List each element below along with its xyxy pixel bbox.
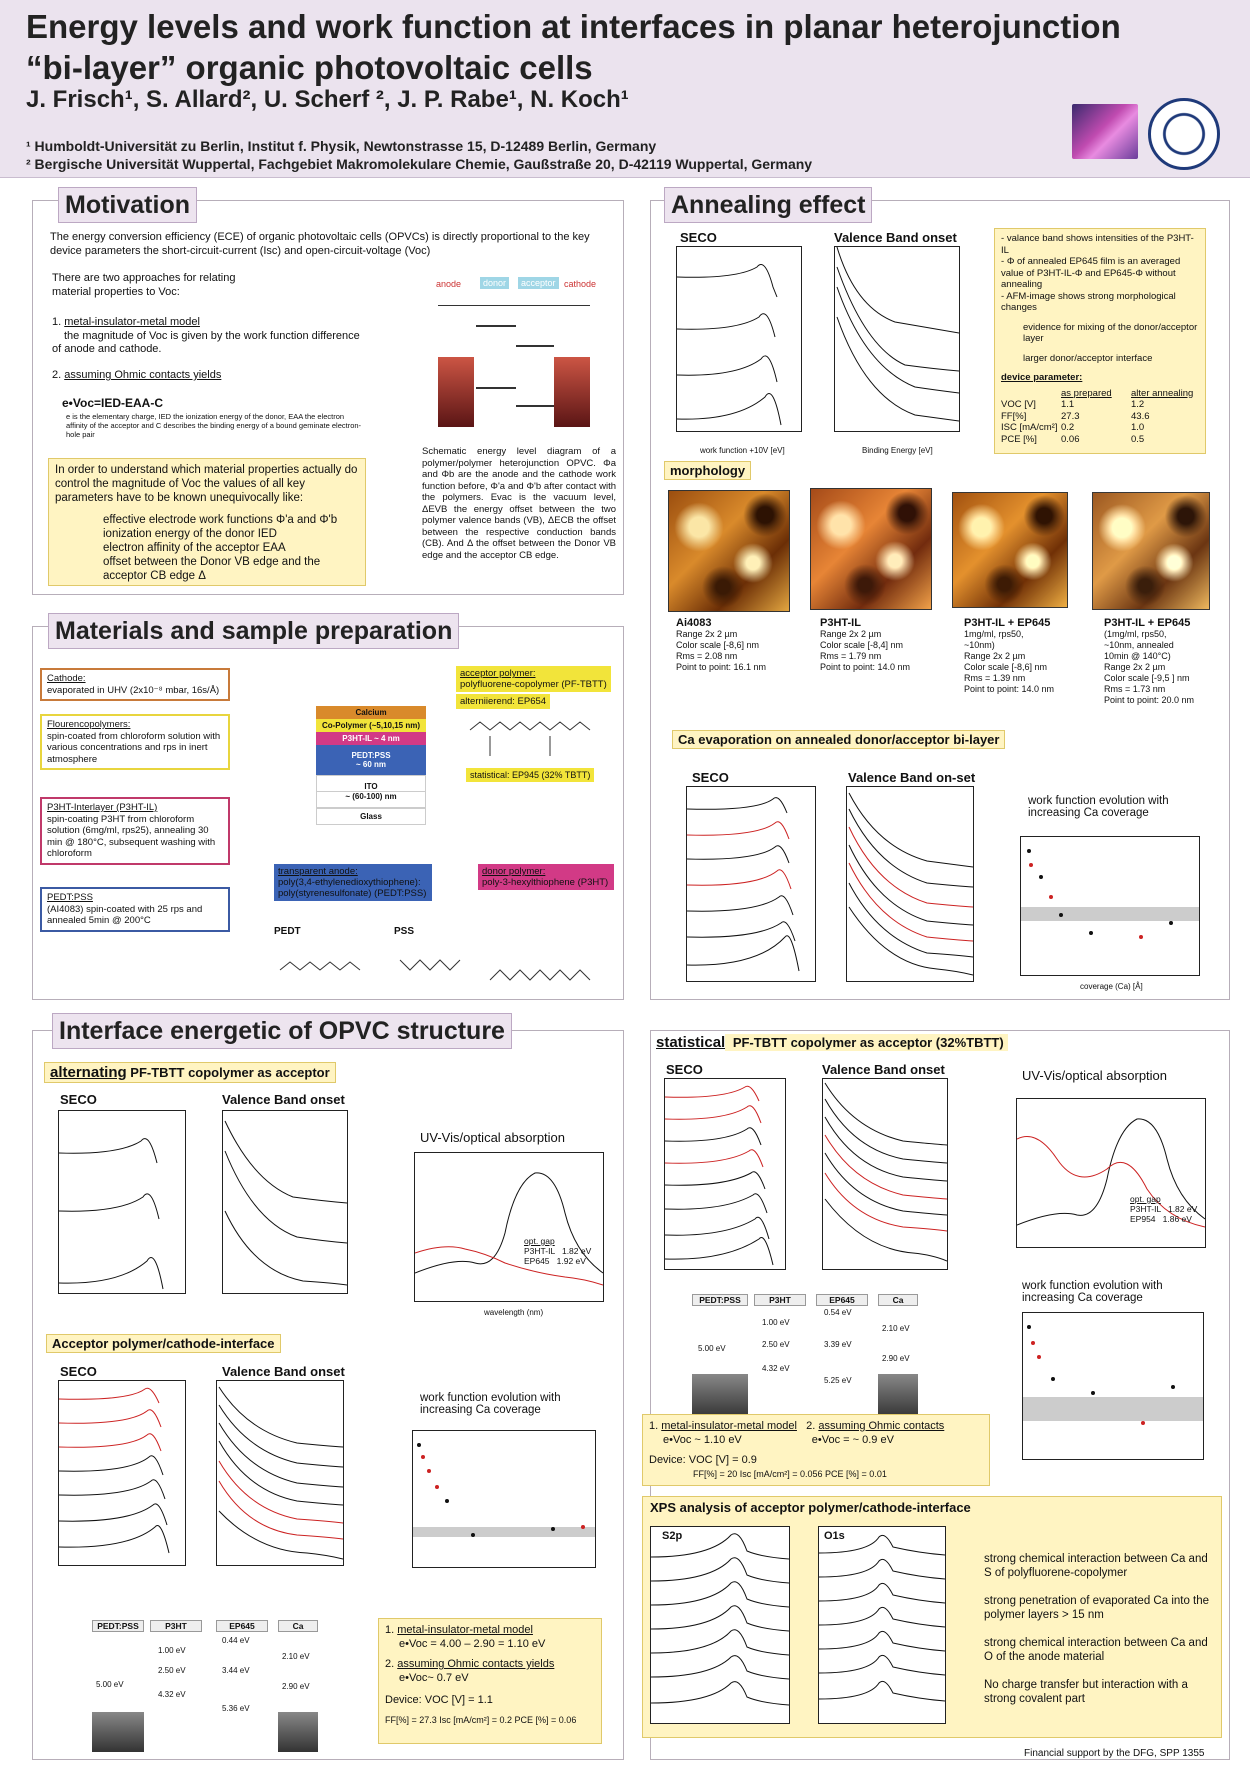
donor-label: donor polymer: poly-3-hexylthiophene (P3HT) <box>478 864 614 890</box>
xps-s2p-plot <box>650 1526 790 1724</box>
materials-title: Materials and sample preparation <box>48 613 459 649</box>
stat-vb-label: Valence Band onset <box>822 1062 945 1077</box>
cath-seco-plot <box>58 1380 186 1566</box>
cathode-box: Cathode: evaporated in UHV (2x10⁻⁸ mbar, 16s/Å) <box>40 668 230 701</box>
layer-stack: Calcium Co-Polymer (~5,10,15 nm) P3HT-IL ~ 4 nm PEDT:PSS ~ 60 nm ITO ~ (60-100) nm Glass <box>316 706 426 825</box>
afm-image-1 <box>668 490 790 612</box>
p3ht-box: P3HT-Interlayer (P3HT-IL) spin-coating P3HT from chloroform solution (6mg/ml, rps25), annealing 30 min @ 180°C, subsequent washing with chloroform <box>40 797 230 865</box>
poster-title: Energy levels and work function at interfaces in planar heterojunction “bi-layer” organic photovoltaic cells <box>26 8 1121 86</box>
motivation-intro: The energy conversion efficiency (ECE) of organic photovoltaic cells (OPVCs) is directly proportional to the key device parameters the short-circuit-current (Isc) and open-circuit-voltage (Voc) <box>50 231 590 257</box>
pedot-box: PEDT:PSS (AI4083) spin-coated with 25 rps and annealed 5min @ 200°C <box>40 887 230 932</box>
motivation-title: Motivation <box>58 187 197 223</box>
alt-voc-note: 1. metal-insulator-metal model e•Voc = 4.00 – 2.90 = 1.10 eV 2. assuming Ohmic contacts yields e•Voc~ 0.7 eV Device: VOC [V] = 1.1 FF[%] = 27.3 Isc [mA/cm²] = 0.2 PCE [%] = 0.06 <box>378 1618 602 1744</box>
afm-caption-3: P3HT-IL + EP645 1mg/ml, rps50, ~10nm) Range 2x 2 µm Color scale [-8,6] nm Rms = 1.39 nm Point to point: 14.0 nm <box>964 617 1055 694</box>
diagram-caption: Schematic energy level diagram of a polymer/polymer heterojunction OPVC. Φa and Φb are the anode and the cathode work function before, Φ'a and Φ'b after contact with the polymers. Evac is the vacuum level, ΔEVB the energy offset between the two polymer valence bands (VB), ΔECB the offset between the respective conduction bands (CB). And Δ the offset between the Donor VB edge and the acceptor CB edge. <box>422 446 616 561</box>
annealing-title: Annealing effect <box>664 187 872 223</box>
pss-label: PSS <box>394 926 415 937</box>
wf-evolution-plot <box>1020 836 1200 976</box>
affiliation-1: ¹ Humboldt-Universität zu Berlin, Institut f. Physik, Newtonstrasse 15, D-12489 Berlin, Germany <box>26 138 657 154</box>
interface-title: Interface energetic of OPVC structure <box>52 1013 512 1049</box>
afm-caption-1: Ai4083 Range 2x 2 µm Color scale [-8,6] nm Rms = 2.08 nm Point to point: 16.1 nm <box>676 617 767 672</box>
s2p-label: S2p <box>662 1530 683 1542</box>
alt-seco-plot <box>58 1110 186 1294</box>
acceptor-structure <box>460 710 620 764</box>
stat-seco-plot <box>664 1078 786 1270</box>
stat-voc-note: 1. metal-insulator-metal model 2. assuming Ohmic contacts e•Voc ~ 1.10 eV e•Voc = ~ 0.9 eV Device: VOC [V] = 0.9 FF[%] = 20 Isc [mA/cm²] = 0.056 PCE [%] = 0.01 <box>642 1414 990 1486</box>
approaches-text: There are two approaches for relating material properties to Voc: <box>52 272 236 298</box>
annealing-seco-plot <box>676 246 802 432</box>
pedt-label: PEDT <box>274 926 301 937</box>
cath-wf-title: work function evolution with increasing Ca coverage <box>420 1392 561 1416</box>
stat-vb-plot <box>822 1078 948 1270</box>
stat-uv-plot <box>1016 1098 1206 1248</box>
lab-logo <box>1072 104 1138 159</box>
cath-vb-label: Valence Band onset <box>222 1364 345 1379</box>
alt-level-diagram: PEDT:PSS P3HT EP645 Ca 5.00 eV 1.00 eV 2.50 eV 4.32 eV 0.44 eV 3.44 eV 5.36 eV 2.10 eV 2.90 eV <box>92 1620 312 1754</box>
ohmic-item: 2. assuming Ohmic contacts yields <box>52 369 222 381</box>
voc-equation: e•Voc=IED-EAA-C <box>62 396 163 410</box>
annealing-notes: - valance band shows intensities of the P3HT-IL - Φ of annealed EP645 film is an averaged value of P3HT-IL-Φ and EP645-Φ without annealing - AFM-image shows strong morphological changes evidence for mixing of the donor/acceptor layer larger donor/acceptor interface device parameter: as prepared alter annealing VOC [V] 1.1 1.2 FF[%] 27.3 43.6 ISC [mA/cm²] 0.2 1.0 PCE [%] 0.06 0.5 <box>994 228 1206 454</box>
device-table: as prepared alter annealing VOC [V] 1.1 1.2 FF[%] 27.3 43.6 ISC [mA/cm²] 0.2 1.0 PCE [%] 0.06 0.5 <box>1001 387 1194 445</box>
energy-level-diagram: anode donor acceptor cathode <box>418 277 618 437</box>
cath-wf-plot <box>412 1430 596 1568</box>
annealing-vb-plot <box>834 246 960 432</box>
afm-image-2 <box>810 488 932 610</box>
stat-wf-title: work function evolution with increasing Ca coverage <box>1022 1280 1163 1304</box>
cath-vb-plot <box>216 1380 344 1566</box>
university-seal <box>1148 98 1220 170</box>
seco-label: SECO <box>680 230 717 245</box>
stat-optgap: opt. gap P3HT-IL 1.82 eV EP954 1.86 eV <box>1130 1194 1198 1224</box>
alt-uv-plot <box>414 1152 604 1302</box>
stat-seco-label: SECO <box>666 1062 703 1077</box>
ca-seco-plot <box>686 786 816 982</box>
fluorene-box: Flourencopolymers: spin-coated from chloroform solution with various concentrations and rps in inert atmosphere <box>40 714 230 770</box>
alt-optgap: opt. gap P3HT-IL 1.82 eV EP645 1.92 eV <box>524 1236 592 1266</box>
alt-uv-title: UV-Vis/optical absorption <box>420 1130 566 1145</box>
motivation-note: In order to understand which material properties actually do control the magnitude of Voc the values of all key parameters have to be known unequivocally like: effective electrode work functions Φ'a and Φ'b ionization energy of the donor IED electron affinity of the acceptor EAA offset between the Donor VB edge and the acceptor CB edge Δ <box>48 458 366 586</box>
authors: J. Frisch¹, S. Allard², U. Scherf ², J. P. Rabe¹, N. Koch¹ <box>26 86 629 113</box>
alternating-heading: alternating PF-TBTT copolymer as acceptor <box>44 1062 336 1083</box>
cathode-interface-heading: Acceptor polymer/cathode-interface <box>46 1334 281 1353</box>
afm-caption-4: P3HT-IL + EP645 (1mg/ml, rps50, ~10nm, annealed 10min @ 140°C) Range 2x 2 µm Color scale [-9,5 ] nm Rms = 1.73 nm Point to point: 20.0 nm <box>1104 617 1195 705</box>
alternating-label: alterniierend: EP654 <box>456 694 550 709</box>
wf-xlabel: coverage (Ca) [Å] <box>1080 982 1143 991</box>
statistical-heading: statistical PF-TBTT copolymer as acceptor (32%TBTT) <box>656 1034 1008 1051</box>
xps-title: XPS analysis of acceptor polymer/cathode-interface <box>650 1500 971 1515</box>
vb-xlabel: Binding Energy [eV] <box>862 446 933 455</box>
wf-evolution-title: work function evolution with increasing Ca coverage <box>1028 795 1169 819</box>
alt-seco-label: SECO <box>60 1092 97 1107</box>
afm-caption-2: P3HT-IL Range 2x 2 µm Color scale [-8,4] nm Rms = 1.79 nm Point to point: 14.0 nm <box>820 617 911 672</box>
xps-o1s-plot <box>818 1526 946 1724</box>
vb-label: Valence Band onset <box>834 230 957 245</box>
ca-vb-plot <box>846 786 974 982</box>
alt-uv-xlabel: wavelength (nm) <box>484 1308 544 1317</box>
stat-uv-title: UV-Vis/optical absorption <box>1022 1068 1168 1083</box>
alt-vb-label: Valence Band onset <box>222 1092 345 1107</box>
afm-image-4 <box>1092 492 1210 610</box>
footer-credit: Financial support by the DFG, SPP 1355 <box>1024 1748 1205 1759</box>
xps-notes: strong chemical interaction between Ca and S of polyfluorene-copolymer strong penetration of evaporated Ca into the polymer layers > 15 nm strong chemical interaction between Ca and O of the anode material No charge transfer but interaction with a strong covalent part <box>984 1553 1210 1705</box>
ca-evaporation-label: Ca evaporation on annealed donor/acceptor bi-layer <box>672 730 1005 749</box>
stat-wf-plot <box>1022 1312 1204 1460</box>
mim-model-item: 1. metal-insulator-metal model the magnitude of Voc is given by the work function difference of anode and cathode. <box>52 316 360 355</box>
cath-seco-label: SECO <box>60 1364 97 1379</box>
seco-xlabel: work function +10V [eV] <box>700 446 785 455</box>
molecular-structures <box>270 940 620 996</box>
alt-vb-plot <box>222 1110 348 1294</box>
equation-note: e is the elementary charge, IED the ionization energy of the donor, EAA the electron affinity of the acceptor and C describes the binding energy of a bound geminate electron-hole pair <box>66 412 362 439</box>
acceptor-label: acceptor polymer: polyfluorene-copolymer (PF-TBTT) <box>456 666 611 692</box>
ca-vb-label: Valence Band on-set <box>848 770 976 785</box>
ca-seco-label: SECO <box>692 770 729 785</box>
statistical-label: statistical: EP945 (32% TBTT) <box>466 768 594 782</box>
anode-label: transparent anode: poly(3,4-ethylenedioxythiophene): poly(styrenesulfonate) (PEDT:PSS) <box>274 864 432 901</box>
stat-level-diagram: PEDT:PSS P3HT EP645 Ca 5.00 eV 1.00 eV 2.50 eV 4.32 eV 0.54 eV 3.39 eV 5.25 eV 2.10 eV 2.90 eV <box>692 1294 912 1424</box>
morphology-label: morphology <box>664 461 751 480</box>
afm-image-3 <box>952 492 1068 608</box>
o1s-label: O1s <box>824 1530 845 1542</box>
affiliation-2: ² Bergische Universität Wuppertal, Fachgebiet Makromolekulare Chemie, Gaußstraße 20, D-42119 Wuppertal, Germany <box>26 156 813 172</box>
